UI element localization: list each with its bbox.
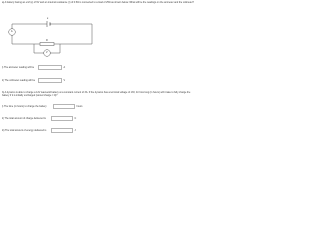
total-charge-input[interactable] xyxy=(51,116,73,121)
voltmeter-reading-unit: V xyxy=(63,79,66,82)
voltmeter-label: V xyxy=(45,51,48,55)
ammeter-reading-unit: A xyxy=(63,66,66,69)
question-a-prompt: a) A battery having an emf (ε) of 9V and an internal resistance (r) of 0.5Ω is connected to a load of 25Ω as shown below. What will be the readings on the ammeter and the voltmeter? xyxy=(2,1,195,4)
voltmeter-reading-input[interactable] xyxy=(38,78,62,83)
total-charge-unit: C xyxy=(74,116,77,120)
ammeter-label: A xyxy=(10,30,13,34)
total-energy-unit: J xyxy=(74,128,76,132)
charge-time-label: i) The time (in hours) to charge the battery xyxy=(2,104,47,108)
charge-time-unit: hours xyxy=(76,104,83,108)
total-charge-label: ii) The total amount of charge delivered is xyxy=(2,116,46,120)
question-b-prompt: b) A dynamo is able to charge a 12V lead-acid battery at a constant current of 3A. If the dynamo has a terminal voltage of 13V, for how long (in hours) will it take to fully charge the battery if it is initially uncharged (stored charge = 0)? xyxy=(2,90,191,97)
emf-label: ε xyxy=(47,15,49,20)
circuit-diagram xyxy=(0,0,200,143)
ammeter-reading-input[interactable] xyxy=(38,65,62,70)
total-energy-label: iii) The total amount of energy delivered is xyxy=(2,128,47,132)
battery-gap xyxy=(47,24,49,25)
voltmeter-reading-label: ii) The voltmeter reading will be xyxy=(2,79,36,82)
total-energy-input[interactable] xyxy=(51,128,73,133)
charge-time-input[interactable] xyxy=(53,104,75,109)
resistor-symbol xyxy=(40,43,54,46)
resistor-label: R xyxy=(46,38,48,42)
ammeter-reading-label: i) The ammeter reading will be xyxy=(2,66,35,69)
